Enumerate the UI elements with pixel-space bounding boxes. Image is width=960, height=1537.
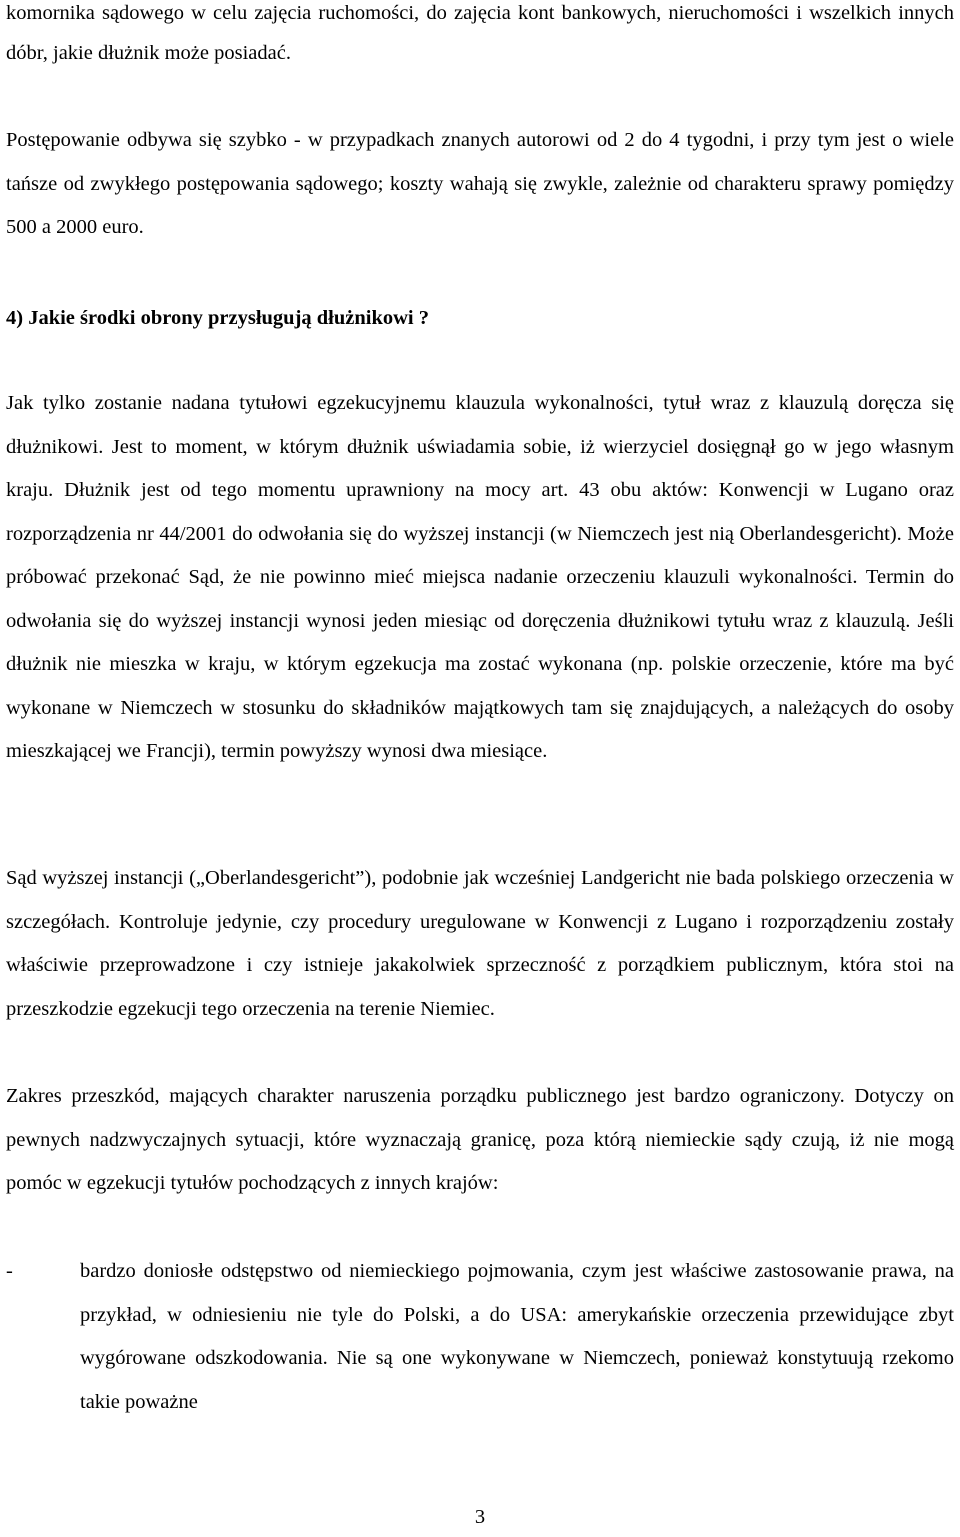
paragraph-debtor-defense: Jak tylko zostanie nadana tytułowi egzekucyjnemu klauzula wykonalności, tytuł wraz z klauzulą doręcza się dłużnikowi. Jest to moment, w którym dłużnik uświadamia sobie, iż wierzyciel dosięgnął go w jego własnym kraju. Dłużnik jest od tego momentu uprawniony na mocy art. 43 obu aktów: Konwencji w Lugano oraz rozporządzenia nr 44/2001 do odwołania się do wyższej instancji (w Niemczech jest nią Oberlandesgericht). Może próbować przekonać Sąd, że nie powinno mieć miejsca nadanie orzeczeniu klauzuli wykonalności. Termin do odwołania się do wyższej instancji wynosi jeden miesiąc od doręczenia dłużnikowi tytułu wraz z klauzulą. Jeśli dłużnik nie mieszka w kraju, w którym egzekucja ma zostać wykonana (np. polskie orzeczenie, które ma być wykonane w Niemczech w stosunku do składników majątkowych tam się znajdujących, a należących do osoby mieszkającej we Francji), termin powyższy wynosi dwa miesiące. (6, 392, 954, 762)
exception-list (6, 1250, 954, 1424)
list-marker: - (6, 1260, 13, 1282)
section-heading: 4) Jakie środki obrony przysługują dłużnikowi ? (6, 307, 430, 329)
list-item-text: bardzo doniosłe odstępstwo od niemieckiego pojmowania, czym jest właściwe zastosowanie prawa, na przykład, w odniesieniu nie tyle do Polski, a do USA: amerykańskie orzeczenia przewidujące zbyt wygórowane odszkodowania. Nie są one wykonywane w Niemczech, ponieważ konstytuują rzekomo takie poważne (80, 1260, 954, 1413)
paragraph-higher-court: Sąd wyższej instancji („Oberlandesgericht”), podobnie jak wcześniej Landgericht nie bada polskiego orzeczenia w szczegółach. Kontroluje jedynie, czy procedury uregulowane w Konwencji z Lugano i rozporządzeniu zostały właściwie przeprowadzone i czy istnieje jakakolwiek sprzeczność z porządkiem publicznym, która stoi na przeszkodzie egzekucji tego orzeczenia na terenie Niemiec. (6, 867, 954, 1020)
list-item (6, 1250, 954, 1424)
page-number: 3 (474, 1506, 486, 1528)
paragraph-intro-continuation: komornika sądowego w celu zajęcia ruchomości, do zajęcia kont bankowych, nieruchomości i wszelkich innych dóbr, jakie dłużnik może posiadać. (6, 2, 954, 64)
paragraph-public-order: Zakres przeszkód, mających charakter naruszenia porządku publicznego jest bardzo ograniczony. Dotyczy on pewnych nadzwyczajnych sytuacji, które wyznaczają granicę, poza którą niemieckie sądy czują, iż nie mogą pomóc w egzekucji tytułów pochodzących z innych krajów: (6, 1085, 954, 1194)
paragraph-procedure-costs: Postępowanie odbywa się szybko - w przypadkach znanych autorowi od 2 do 4 tygodni, i przy tym jest o wiele tańsze od zwykłego postępowania sądowego; koszty wahają się zwykle, zależnie od charakteru sprawy pomiędzy 500 a 2000 euro. (6, 129, 954, 238)
